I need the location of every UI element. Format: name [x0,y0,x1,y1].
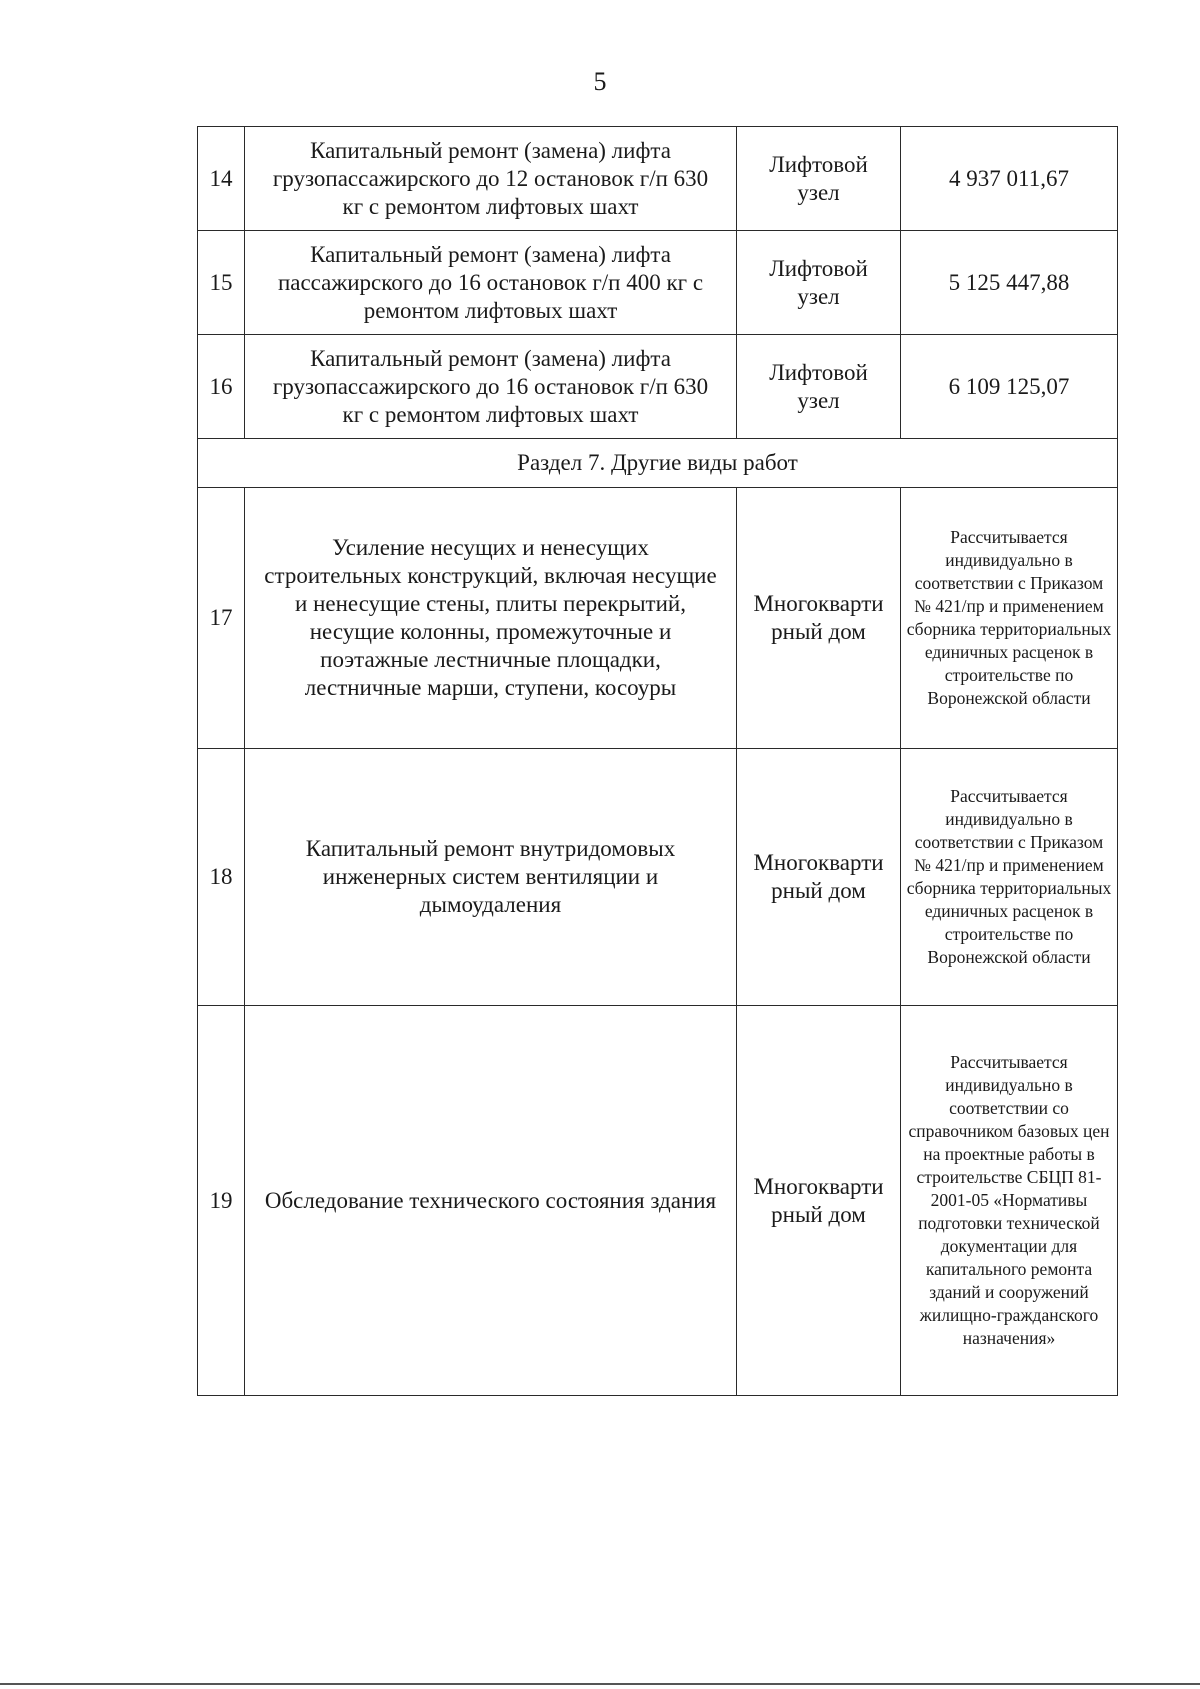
work-description: Капитальный ремонт (замена) лифта пассажирского до 16 остановок г/п 400 кг с ремонтом лифтовых шахт [245,231,737,335]
table-row [198,335,1118,439]
section-header-row [198,439,1118,488]
work-cost: Рассчитывается индивидуально в соответствии с Приказом № 421/пр и применением сборника территориальных единичных расценок в строительстве по Воронежской области [901,749,1118,1006]
page-bottom-rule [0,1683,1200,1685]
table-row [198,488,1118,749]
work-cost: 5 125 447,88 [901,231,1118,335]
table-row [198,749,1118,1006]
row-number: 16 [198,335,245,439]
work-description: Капитальный ремонт (замена) лифта грузопассажирского до 16 остановок г/п 630 кг с ремонтом лифтовых шахт [245,335,737,439]
work-object: Лифтовой узел [737,231,901,335]
section-title: Раздел 7. Другие виды работ [198,439,1118,488]
work-object: Лифтовой узел [737,335,901,439]
row-number: 18 [198,749,245,1006]
row-number: 14 [198,127,245,231]
work-description: Обследование технического состояния здания [245,1006,737,1396]
row-number: 15 [198,231,245,335]
table-row [198,231,1118,335]
row-number: 17 [198,488,245,749]
work-description: Капитальный ремонт (замена) лифта грузопассажирского до 12 остановок г/п 630 кг с ремонтом лифтовых шахт [245,127,737,231]
page-number: 5 [593,67,607,96]
table-row [198,1006,1118,1396]
work-cost: Рассчитывается индивидуально в соответствии со справочником базовых цен на проектные работы в строительстве СБЦП 81-2001-05 «Нормативы подготовки технической документации для капитального ремонта зданий и сооружений жилищно-гражданского назначения» [901,1006,1118,1396]
work-cost: 6 109 125,07 [901,335,1118,439]
work-description: Капитальный ремонт внутридомовых инженерных систем вентиляции и дымоудаления [245,749,737,1006]
work-object: Лифтовой узел [737,127,901,231]
table-row [198,127,1118,231]
work-object: Многокварти рный дом [737,488,901,749]
work-object: Многокварти рный дом [737,749,901,1006]
work-object: Многокварти рный дом [737,1006,901,1396]
work-description: Усиление несущих и ненесущих строительных конструкций, включая несущие и ненесущие стены, плиты перекрытий, несущие колонны, промежуточные и поэтажные лестничные площадки, лестничные марши, ступени, косоуры [245,488,737,749]
work-cost: Рассчитывается индивидуально в соответствии с Приказом № 421/пр и применением сборника территориальных единичных расценок в строительстве по Воронежской области [901,488,1118,749]
work-cost: 4 937 011,67 [901,127,1118,231]
row-number: 19 [198,1006,245,1396]
works-table [197,126,1118,1396]
